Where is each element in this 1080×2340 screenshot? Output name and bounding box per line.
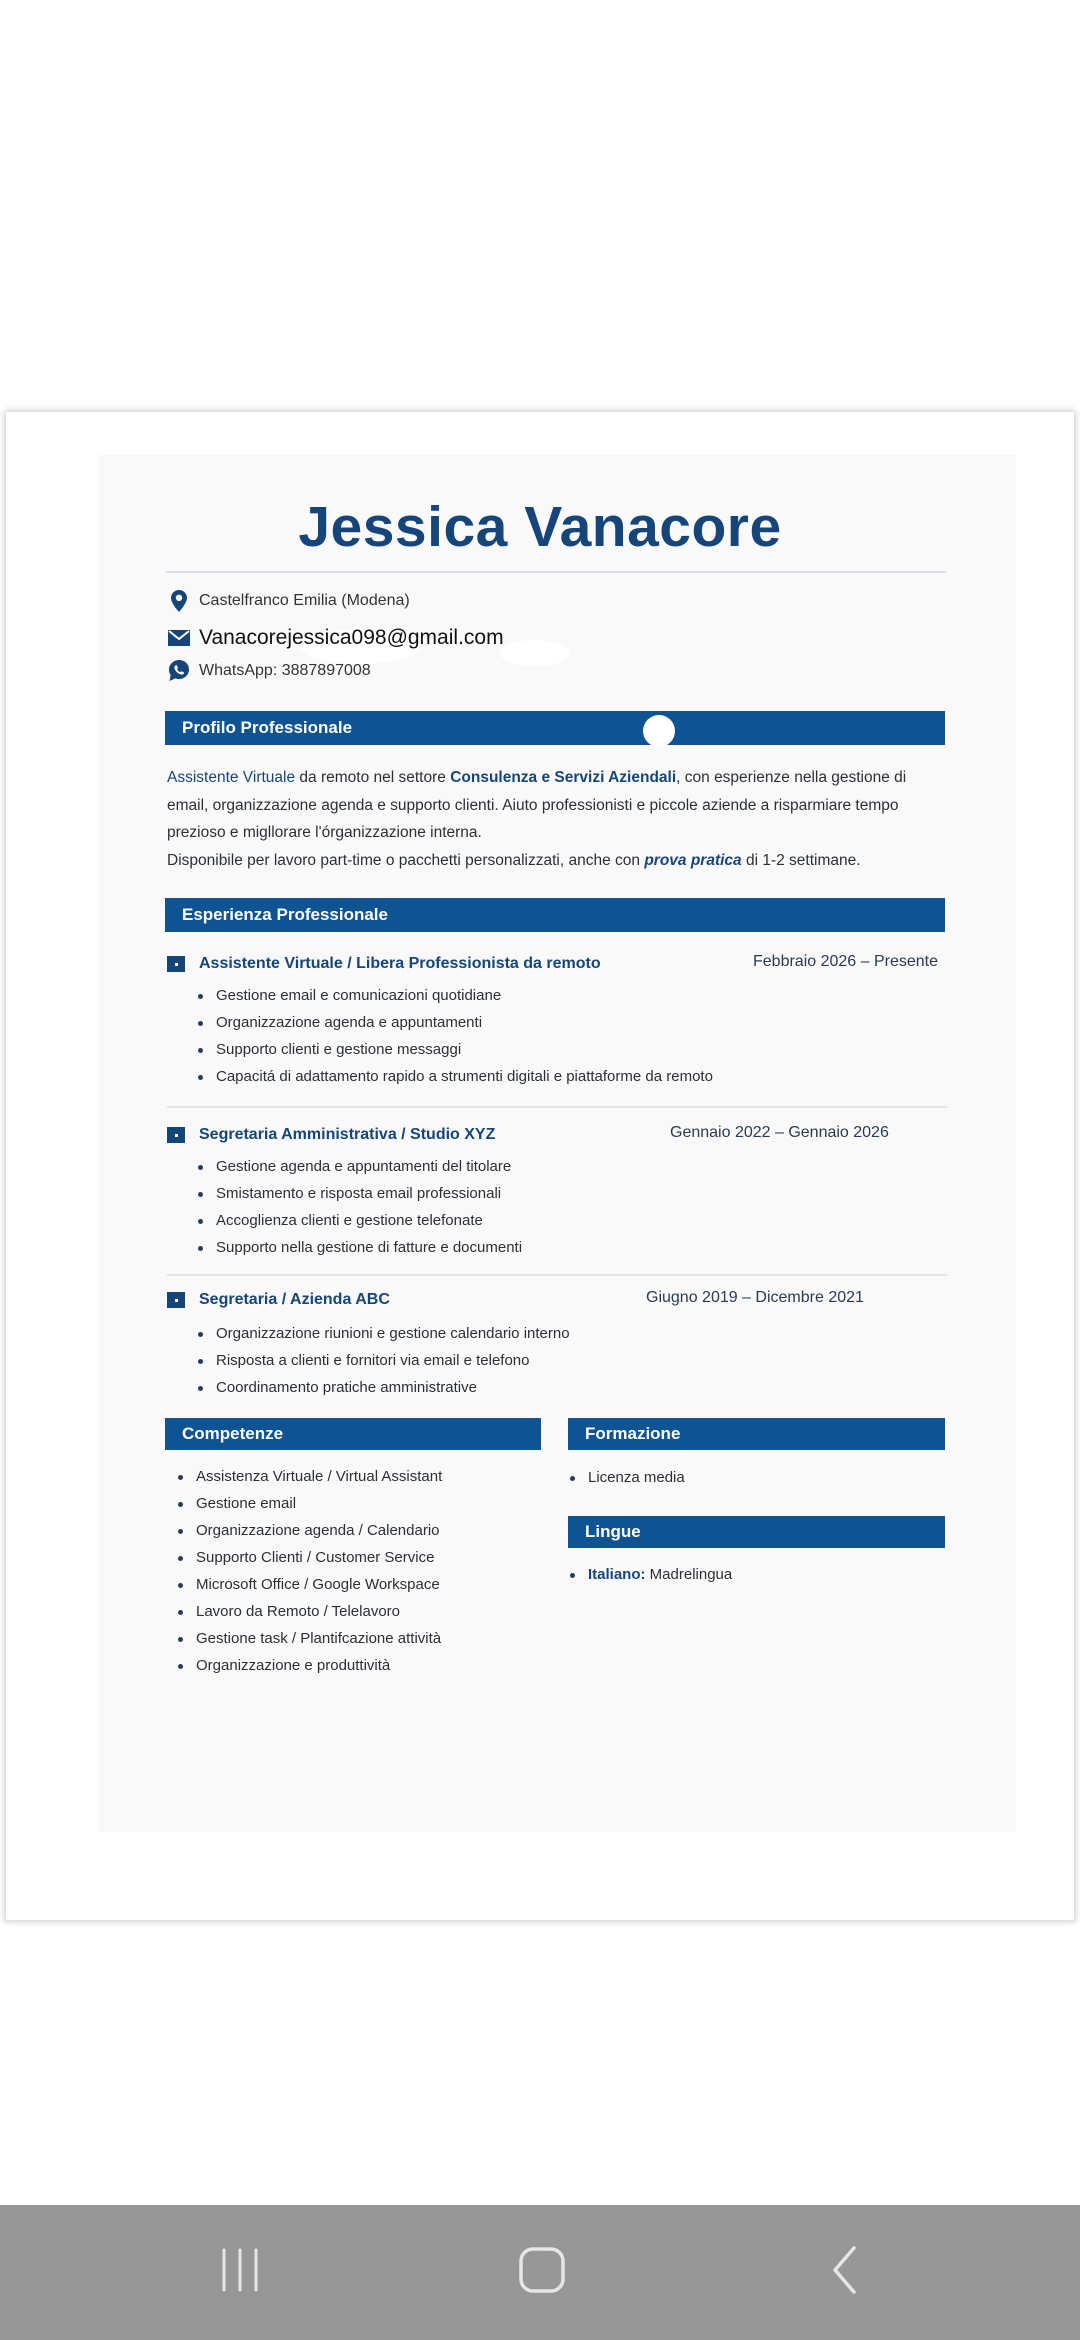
- home-icon: [518, 2246, 566, 2299]
- list-item: Assistenza Virtuale / Virtual Assistant: [178, 1463, 442, 1490]
- email-text[interactable]: Vanacorejessica098@gmail.com: [199, 626, 504, 649]
- back-button[interactable]: [785, 2205, 905, 2340]
- list-item: Gestione email e comunicazioni quotidiane: [198, 982, 713, 1009]
- profile-text: , con esperienze nella gestione di email, organizzazione agenda e supporto clienti. Aiuto professionisti e piccole aziende a risparmiare tempo prezioso e migllorare l'órganizzazione interna.: [167, 769, 907, 841]
- list-item: Supporto Clienti / Customer Service: [178, 1544, 442, 1571]
- square-bullet-icon: [167, 1127, 185, 1143]
- profile-highlight: Assistente Virtuale: [167, 769, 296, 786]
- contact-email[interactable]: [168, 626, 504, 650]
- list-item: Gestione task / Plantifcazione attività: [178, 1625, 442, 1652]
- section-header-profile: [165, 711, 945, 745]
- list-item: Organizzazione agenda e appuntamenti: [198, 1009, 713, 1036]
- job-title: Segretaria Amministrativa / Studio XYZ: [199, 1126, 496, 1143]
- square-bullet-icon: [167, 956, 185, 972]
- profile-emphasis: prova pratica: [644, 851, 742, 869]
- back-icon: [830, 2245, 860, 2300]
- section-title: Formazione: [585, 1424, 681, 1443]
- list-item: Organizzazione agenda / Calendario: [178, 1517, 442, 1544]
- list-item: Supporto nella gestione di fatture e documenti: [198, 1234, 522, 1261]
- section-header-skills: [165, 1418, 541, 1450]
- education-list: [570, 1464, 685, 1491]
- location-text: Castelfranco Emilia (Modena): [199, 592, 410, 609]
- list-item: Smistamento e risposta email professionali: [198, 1180, 522, 1207]
- job-divider: [167, 1106, 947, 1108]
- profile-text: di 1-2 settimane.: [741, 851, 861, 869]
- recent-apps-button[interactable]: [180, 2205, 300, 2340]
- list-item: Gestione agenda e appuntamenti del titolare: [198, 1153, 522, 1180]
- list-item: Accoglienza clienti e gestione telefonate: [198, 1207, 522, 1234]
- location-pin-icon: [168, 590, 190, 612]
- section-header-experience: [165, 898, 945, 932]
- language-name: Italiano:: [588, 1566, 646, 1583]
- home-button[interactable]: [482, 2205, 602, 2340]
- navigation-bar: [0, 2205, 1080, 2340]
- job-divider: [167, 1274, 947, 1276]
- square-bullet-icon: [167, 1292, 185, 1308]
- job-title: Assistente Virtuale / Libera Professionista da remoto: [199, 955, 601, 972]
- job-dates: Gennaio 2022 – Gennaio 2026: [670, 1124, 889, 1141]
- profile-text: da remoto nel settore: [295, 769, 451, 786]
- profile-text: Disponibile per lavoro part-time o pacchetti personalizzati, anche con: [167, 851, 645, 869]
- list-item: Supporto clienti e gestione messaggi: [198, 1036, 713, 1063]
- list-item: Licenza media: [570, 1464, 685, 1491]
- list-item: [570, 1561, 732, 1588]
- list-item: Gestione email: [178, 1490, 442, 1517]
- section-title: Profilo Professionale: [182, 718, 353, 737]
- contact-location: [168, 590, 410, 612]
- redaction-dot: [643, 715, 675, 747]
- section-header-languages: [568, 1516, 945, 1548]
- recent-apps-icon: [218, 2246, 262, 2299]
- header-divider: [166, 571, 946, 573]
- job-dates: Febbraio 2026 – Presente: [753, 953, 939, 970]
- list-item: Capacitá di adattamento rapido a strumenti digitali e piattaforme da remoto: [198, 1063, 713, 1090]
- section-title: Competenze: [182, 1424, 284, 1443]
- list-item: Microsoft Office / Google Workspace: [178, 1571, 442, 1598]
- contact-whatsapp[interactable]: [168, 660, 371, 682]
- list-item: Risposta a clienti e fornitori via email e telefono: [198, 1347, 570, 1374]
- skills-list: [178, 1463, 442, 1679]
- section-title: Lingue: [585, 1522, 641, 1541]
- list-item: Organizzazione riunioni e gestione calendario interno: [198, 1320, 570, 1347]
- job-dates: Giugno 2019 – Dicembre 2021: [646, 1289, 864, 1306]
- job-bullets: [198, 1153, 522, 1261]
- section-title: Esperienza Professionale: [182, 905, 388, 924]
- profile-highlight: Consulenza e Servizi Aziendali: [450, 769, 677, 786]
- whatsapp-text[interactable]: WhatsApp: 3887897008: [199, 662, 371, 679]
- job-bullets: [198, 982, 713, 1090]
- envelope-icon: [168, 627, 190, 649]
- section-header-education: [568, 1418, 945, 1450]
- language-level: Madrelingua: [645, 1566, 733, 1583]
- list-item: Coordinamento pratiche amministrative: [198, 1374, 570, 1401]
- resume-name: Jessica Vanacore: [298, 495, 782, 559]
- list-item: Lavoro da Remoto / Telelavoro: [178, 1598, 442, 1625]
- profile-summary: [167, 764, 947, 874]
- job-title: Segretaria / Azienda ABC: [199, 1291, 390, 1308]
- languages-list: [570, 1561, 732, 1588]
- whatsapp-icon: [168, 660, 190, 682]
- redaction-blob: [500, 640, 570, 666]
- list-item: Organizzazione e produttività: [178, 1652, 442, 1679]
- job-bullets: [198, 1320, 570, 1401]
